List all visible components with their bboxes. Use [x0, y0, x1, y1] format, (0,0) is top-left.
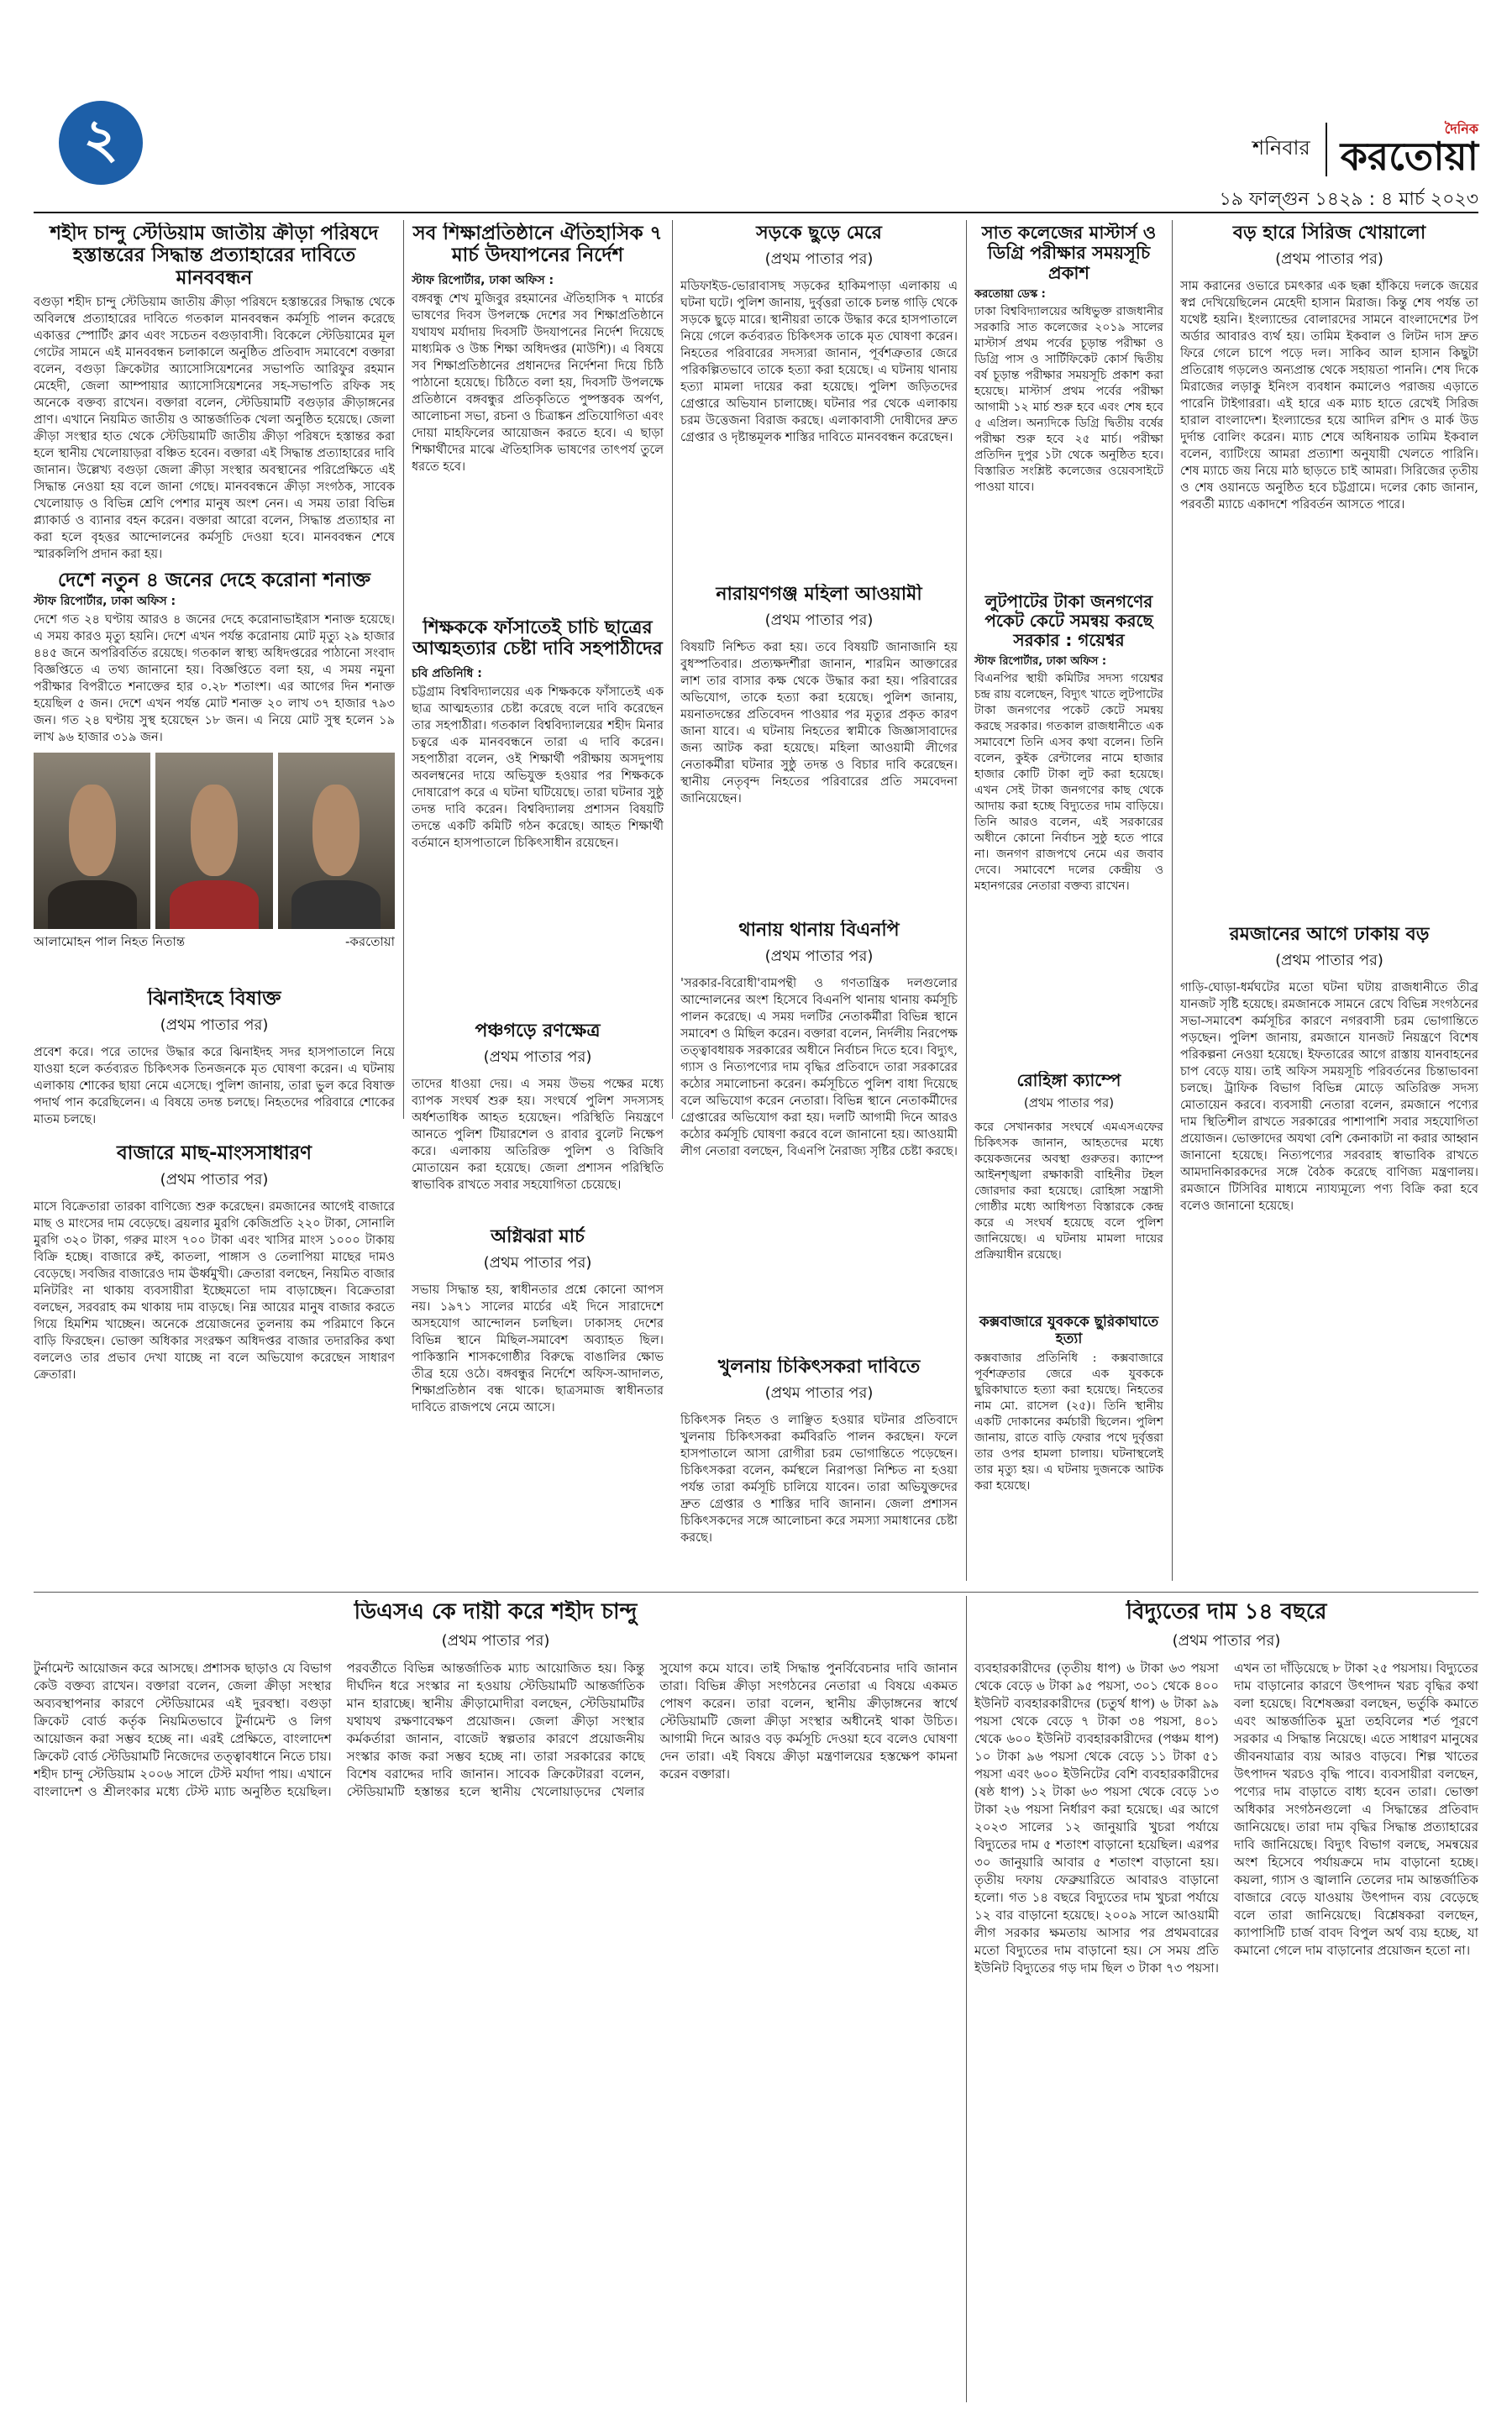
victim-photo	[278, 753, 395, 929]
article-kicker: (প্রথম পাতার পর)	[483, 1048, 592, 1067]
article-byline: স্টাফ রিপোর্টার, ঢাকা অফিস :	[974, 655, 1107, 668]
article-corona	[34, 569, 395, 981]
article-jhenaidah	[34, 988, 395, 1135]
section-divider	[34, 1592, 1478, 1593]
article-agniban	[412, 1226, 664, 1583]
article-body: 'সরকার-বিরোধী'বামপন্থী ও গণতান্ত্রিক দলগুলোর আন্দোলনের অংশ হিসেবে বিএনপি থানায় থানায় কর্মসূচি পালন করেছে। এ সময় দলটির নেতাকর্মীরা বিভিন্ন স্থানে সমাবেশ ও মিছিল করেন। বক্তারা বলেন, নির্দলীয় নিরপেক্ষ তত্ত্বাবধায়ক সরকারের অধীনে নির্বাচন দিতে হবে। বিদ্যুৎ, গ্যাস ও নিত্যপণ্যের দাম বৃদ্ধির প্রতিবাদে তারা সরকারের কঠোর সমালোচনা করেন। কর্মসূচিতে পুলিশ বাধা দিয়েছে বলে অভিযোগ করেন নেতারা। বিভিন্ন স্থানে নেতাকর্মীদের গ্রেপ্তারের অভিযোগ করা হয়। দলটি আগামী দিনে আরও কঠোর কর্মসূচি ঘোষণা করবে বলে জানানো হয়। আওয়ামী লীগ নেতারা বলছেন, বিএনপি নৈরাজ্য সৃষ্টির চেষ্টা করছে।	[680, 977, 958, 1159]
article-headline: রমজানের আগে ঢাকায় বড়	[1229, 924, 1430, 945]
victim-photo	[34, 753, 150, 929]
article-stadium	[34, 223, 395, 563]
article-kicker: (প্রথম পাতার পর)	[1275, 250, 1383, 269]
masthead-right	[1252, 118, 1478, 181]
article-body: সাম করানের ওভারে চমৎকার এক ছক্কা হাঁকিয়ে দলকে জয়ের স্বপ্ন দেখিয়েছিলেন মেহেদী হাসান মিরাজ। কিন্তু শেষ পর্যন্ত তা যথেষ্ট হয়নি। ইংল্যান্ডের বোলারদের সামনে বাংলাদেশের টপ অর্ডার আবারও ব্যর্থ হয়। তামিম ইকবাল ও লিটন দাস দ্রুত ফিরে গেলে চাপে পড়ে দল। সাকিব আল হাসান কিছুটা প্রতিরোধ গড়লেও অন্যপ্রান্ত থেকে সহায়তা পাননি। শেষ দিকে মিরাজের লড়াকু ইনিংস ব্যবধান কমালেও পরাজয় এড়াতে পারেনি টাইগাররা। এই হারে এক ম্যাচ হাতে রেখেই সিরিজ হারাল বাংলাদেশ। ইংল্যান্ডের হয়ে আদিল রশিদ ও মার্ক উড দুর্দান্ত বোলিং করেন। ম্যাচ শেষে অধিনায়ক তামিম ইকবাল বলেন, ব্যাটিংয়ে আমরা প্রত্যাশা অনুযায়ী খেলতে পারিনি। শেষ ম্যাচে জয় নিয়ে মাঠ ছাড়তে চাই আমরা। সিরিজের তৃতীয় ও শেষ ওয়ানডে অনুষ্ঠিত হবে চট্টগ্রামে। দলের কোচ জানান, পরবর্তী ম্যাচে একাদশে পরিবর্তন আসতে পারে।	[1180, 280, 1478, 512]
article-kicker: (প্রথম পাতার পর)	[764, 250, 874, 269]
article-headline: অগ্নিঝরা মার্চ	[491, 1226, 585, 1247]
article-headline: থানায় থানায় বিএনপি	[738, 920, 900, 941]
article-body: বিএনপির স্থায়ী কমিটির সদস্য গয়েশ্বর চন্দ্র রায় বলেছেন, বিদ্যুৎ খাতে লুটপাটের টাকা জনগণের পকেট কেটে সমন্বয় করছে সরকার। গতকাল রাজধানীতে এক সমাবেশে তিনি এসব কথা বলেন। তিনি বলেন, কুইক রেন্টালের নামে হাজার হাজার কোটি টাকা লুট করা হয়েছে। এখন সেই টাকা জনগণের কাছ থেকে আদায় করা হচ্ছে বিদ্যুতের দাম বাড়িয়ে। তিনি আরও বলেন, এই সরকারের অধীনে কোনো নির্বাচন সুষ্ঠু হতে পারে না। জনগণ রাজপথে নেমে এর জবাব দেবে। সমাবেশে দলের কেন্দ্রীয় ও মহানগরের নেতারা বক্তব্য রাখেন।	[974, 672, 1163, 893]
victim-photo	[155, 753, 272, 929]
issue-date: ১৯ ফাল্গুন ১৪২৯ : ৪ মার্চ ২০২৩	[1219, 189, 1478, 210]
article-education	[412, 223, 664, 609]
article-headline: সাত কলেজের মাস্টার্স ও ডিগ্রি পরীক্ষার সময়সূচি প্রকাশ	[981, 223, 1157, 284]
column-divider	[1172, 220, 1173, 1581]
victim-photos	[34, 753, 395, 929]
article-headline: পঞ্চগড়ে রণক্ষেত্র	[475, 1021, 601, 1042]
article-headline: লুটপাটের টাকা জনগণের পকেট কেটে সমন্বয় করছে সরকার : গয়েশ্বর	[984, 592, 1153, 650]
article-masters	[974, 223, 1163, 584]
article-headline: শিক্ষককে ফাঁসাতেই চাচি ছাত্রের আত্মহত্যার চেষ্টা দাবি সহপাঠীদের	[412, 617, 663, 660]
article-kicker: (প্রথম পাতার পর)	[1172, 1631, 1281, 1650]
article-headline: সড়কে ছুড়ে মেরে	[756, 223, 882, 244]
masthead	[34, 101, 1478, 210]
column-divider	[403, 220, 404, 1119]
article-dsa	[34, 1600, 958, 2402]
article-khulna	[680, 1357, 958, 1583]
article-series	[1180, 223, 1478, 916]
article-kicker: (প্রথম পাতার পর)	[160, 1016, 269, 1035]
article-body: টুর্নামেন্ট আয়োজন করে আসছে। প্রশাসক ছাড়াও যে বিভাগ কেউ বক্তব্য রাখেন। বক্তারা বলেন, জেলা ক্রীড়া সংস্থার অব্যবস্থাপনার কারণে স্টেডিয়ামের এই দুরবস্থা। বগুড়া ক্রিকেট বোর্ড কর্তৃক নিয়মিতভাবে টুর্নামেন্ট ও লিগ আয়োজন করা সম্ভব হচ্ছে না। এরই প্রেক্ষিতে, বাংলাদেশ ক্রিকেট বোর্ড স্টেডিয়ামটি নিজেদের তত্ত্বাবধানে নিতে চায়। শহীদ চান্দু স্টেডিয়াম ২০০৬ সালে টেস্ট মর্যাদা পায়। এখানে বাংলাদেশ ও শ্রীলংকার মধ্যে টেস্ট ম্যাচ অনুষ্ঠিত হয়েছিল। পরবর্তীতে বিভিন্ন আন্তর্জাতিক ম্যাচ আয়োজিত হয়। কিন্তু দীর্ঘদিন ধরে সংস্কার না হওয়ায় স্টেডিয়ামটি আন্তর্জাতিক মান হারাচ্ছে। স্থানীয় ক্রীড়ামোদীরা বলছেন, স্টেডিয়ামটির যথাযথ রক্ষণাবেক্ষণ প্রয়োজন। জেলা ক্রীড়া সংস্থার কর্মকর্তারা জানান, বাজেট স্বল্পতার কারণে প্রয়োজনীয় সংস্কার কাজ করা সম্ভব হচ্ছে না। তারা সরকারের কাছে বিশেষ বরাদ্দের দাবি জানান। সাবেক ক্রিকেটাররা বলেন, স্টেডিয়ামটি হস্তান্তর হলে স্থানীয় খেলোয়াড়দের খেলার সুযোগ কমে যাবে। তাই সিদ্ধান্ত পুনর্বিবেচনার দাবি জানান তারা। বিভিন্ন ক্রীড়া সংগঠনের নেতারা এ বিষয়ে একমত পোষণ করেন। তারা বলেন, স্থানীয় ক্রীড়াঙ্গনের স্বার্থে স্টেডিয়ামটি জেলা ক্রীড়া সংস্থার অধীনেই থাকা উচিত। আগামী দিনে আরও বড় কর্মসূচি দেওয়া হবে বলেও ঘোষণা দেন তারা। এই বিষয়ে ক্রীড়া মন্ত্রণালয়ের হস্তক্ষেপ কামনা করেন বক্তারা।	[34, 1660, 958, 1799]
article-body: প্রবেশ করে। পরে তাদের উদ্ধার করে ঝিনাইদহ সদর হাসপাতালে নিয়ে যাওয়া হলে কর্তব্যরত চিকিৎসক তিনজনকে মৃত ঘোষণা করেন। এ ঘটনায় এলাকায় শোকের ছায়া নেমে এসেছে। পুলিশ জানায়, তারা ভুল করে বিষাক্ত পদার্থ পান করেছিলেন। এ বিষয়ে তদন্ত চলছে। নিহতদের পরিবারে শোকের মাতম চলছে।	[34, 1046, 395, 1127]
article-body: ব্যবহারকারীদের (তৃতীয় ধাপ) ৬ টাকা ৬৩ পয়সা থেকে বেড়ে ৬ টাকা ৯৫ পয়সা, ৩০১ থেকে ৪০০ ইউনিট ব্যবহারকারীদের (চতুর্থ ধাপ) ৬ টাকা ৯৯ পয়সা থেকে বেড়ে ৭ টাকা ৩৪ পয়সা, ৪০১ থেকে ৬০০ ইউনিট ব্যবহারকারীদের (পঞ্চম ধাপ) ১০ টাকা ৯৬ পয়সা থেকে বেড়ে ১১ টাকা ৫১ পয়সা এবং ৬০০ ইউনিটের বেশি ব্যবহারকারীদের (ষষ্ঠ ধাপ) ১২ টাকা ৬৩ পয়সা থেকে বেড়ে ১৩ টাকা ২৬ পয়সা নির্ধারণ করা হয়েছে। এর আগে ২০২৩ সালের ১২ জানুয়ারি খুচরা পর্যায়ে বিদ্যুতের দাম ৫ শতাংশ বাড়ানো হয়েছিল। এরপর ৩০ জানুয়ারি আবার ৫ শতাংশ বাড়ানো হয়। তৃতীয় দফায় ফেব্রুয়ারিতে আবারও বাড়ানো হলো। গত ১৪ বছরে বিদ্যুতের দাম খুচরা পর্যায়ে ১২ বার বাড়ানো হয়েছে। ২০০৯ সালে আওয়ামী লীগ সরকার ক্ষমতায় আসার পর প্রথমবারের মতো বিদ্যুতের দাম বাড়ানো হয়। সে সময় প্রতি ইউনিট বিদ্যুতের গড় দাম ছিল ৩ টাকা ৭৩ পয়সা। এখন তা দাঁড়িয়েছে ৮ টাকা ২৫ পয়সায়। বিদ্যুতের দাম বাড়ানোর কারণে উৎপাদন খরচ বৃদ্ধির কথা বলা হয়েছে। বিশেষজ্ঞরা বলছেন, ভর্তুকি কমাতে এবং আন্তর্জাতিক মুদ্রা তহবিলের শর্ত পূরণে সরকার এ সিদ্ধান্ত নিয়েছে। এতে সাধারণ মানুষের জীবনযাত্রার ব্যয় আরও বাড়বে। শিল্প খাতের উৎপাদন খরচও বৃদ্ধি পাবে। ব্যবসায়ীরা বলছেন, পণ্যের দাম বাড়াতে বাধ্য হবেন তারা। ভোক্তা অধিকার সংগঠনগুলো এ সিদ্ধান্তের প্রতিবাদ জানিয়েছে। তারা দাম বৃদ্ধির সিদ্ধান্ত প্রত্যাহারের দাবি জানিয়েছে। বিদ্যুৎ বিভাগ বলছে, সমন্বয়ের অংশ হিসেবে পর্যায়ক্রমে দাম বাড়ানো হচ্ছে। কয়লা, গ্যাস ও জ্বালানি তেলের দাম আন্তর্জাতিক বাজারে বেড়ে যাওয়ায় উৎপাদন ব্যয় বেড়েছে বলে তারা জানিয়েছে। বিশ্লেষকরা বলছেন, ক্যাপাসিটি চার্জ বাবদ বিপুল অর্থ ব্যয় হচ্ছে, যা কমানো গেলে দাম বাড়ানোর প্রয়োজন হতো না।	[974, 1660, 1478, 1976]
article-panchagarh	[412, 1021, 664, 1218]
article-road	[680, 223, 958, 575]
photo-caption-row	[34, 932, 395, 953]
article-kicker: (প্রথম পাতার পর)	[441, 1631, 550, 1650]
article-body: তাদের ধাওয়া দেয়। এ সময় উভয় পক্ষের মধ্যে ব্যাপক সংঘর্ষ শুরু হয়। সংঘর্ষে পুলিশ সদস্যসহ অর্ধশতাধিক আহত হয়েছেন। পরিস্থিতি নিয়ন্ত্রণে আনতে পুলিশ টিয়ারশেল ও রাবার বুলেট নিক্ষেপ করে। এলাকায় অতিরিক্ত পুলিশ ও বিজিবি মোতায়েন করা হয়েছে। জেলা প্রশাসন পরিস্থিতি স্বাভাবিক রাখতে সবার সহযোগিতা চেয়েছে।	[412, 1078, 664, 1193]
article-body: চিকিৎসক নিহত ও লাঞ্ছিত হওয়ার ঘটনার প্রতিবাদে খুলনায় চিকিৎসকরা কর্মবিরতি পালন করছেন। ফলে হাসপাতালে আসা রোগীরা চরম ভোগান্তিতে পড়েছেন। চিকিৎসকরা বলেন, কর্মস্থলে নিরাপত্তা নিশ্চিত না হওয়া পর্যন্ত তারা কর্মসূচি চালিয়ে যাবেন। তারা অভিযুক্তদের দ্রুত গ্রেপ্তার ও শাস্তির দাবি জানান। জেলা প্রশাসন চিকিৎসকদের সঙ্গে আলোচনা করে সমস্যা সমাধানের চেষ্টা করছে।	[680, 1414, 958, 1546]
article-rohingya	[974, 1071, 1163, 1306]
article-electric-loot	[974, 592, 1163, 1063]
brand-logo	[1326, 120, 1478, 179]
article-body: বঙ্গবন্ধু শেখ মুজিবুর রহমানের ঐতিহাসিক ৭ মার্চের ভাষণের দিবস উপলক্ষে দেশের সব শিক্ষাপ্রতিষ্ঠানে যথাযথ মর্যাদায় দিবসটি উদযাপনের নির্দেশ দিয়েছে মাধ্যমিক ও উচ্চ শিক্ষা অধিদপ্তর (মাউশি)। এ বিষয়ে সব শিক্ষাপ্রতিষ্ঠানের প্রধানদের নির্দেশনা দিয়ে চিঠি পাঠানো হয়েছে। চিঠিতে বলা হয়, দিবসটি উপলক্ষে প্রতিষ্ঠানে বঙ্গবন্ধুর প্রতিকৃতিতে পুষ্পস্তবক অর্পণ, আলোচনা সভা, রচনা ও চিত্রাঙ্কন প্রতিযোগিতা এবং দোয়া মাহফিলের আয়োজন করতে হবে। এ ছাড়া শিক্ষার্থীদের মাঝে ঐতিহাসিক ভাষণের তাৎপর্য তুলে ধরতে হবে।	[412, 291, 664, 474]
article-headline: সব শিক্ষাপ্রতিষ্ঠানে ঐতিহাসিক ৭ মার্চ উদযাপনের নির্দেশ	[412, 223, 663, 267]
article-thana	[680, 920, 958, 1348]
article-headline: ডিএসএ কে দায়ী করে শহীদ চান্দু	[354, 1600, 638, 1624]
article-body: করে সেখানকার সংঘর্ষে এমএসএফের চিকিৎসক জানান, আহতদের মধ্যে কয়েকজনের অবস্থা গুরুতর। ক্যাম্পে আইনশৃঙ্খলা রক্ষাকারী বাহিনীর টহল জোরদার করা হয়েছে। রোহিঙ্গা সন্ত্রাসী গোষ্ঠীর মধ্যে আধিপত্য বিস্তারকে কেন্দ্র করে এ সংঘর্ষ হয়েছে বলে পুলিশ জানিয়েছে। এ ঘটনায় মামলা দায়ের প্রক্রিয়াধীন রয়েছে।	[974, 1121, 1163, 1262]
article-headline: দেশে নতুন ৪ জনের দেহে করোনা শনাক্ত	[57, 569, 371, 591]
article-ramadan	[1180, 924, 1478, 1583]
article-headline: বড় হারে সিরিজ খোয়ালো	[1232, 223, 1426, 244]
article-headline: কক্সবাজারে যুবককে ছুরিকাঘাতে হত্যা	[979, 1315, 1159, 1347]
article-body: গাড়ি-ঘোড়া-ধর্মঘটের মতো ঘটনা ঘটায় রাজধানীতে তীব্র যানজট সৃষ্টি হয়েছে। রমজানকে সামনে রেখে বিভিন্ন সংগঠনের সভা-সমাবেশ কর্মসূচির কারণে নগরবাসী চরম ভোগান্তিতে পড়ছেন। পুলিশ জানায়, রমজানে যানজট নিয়ন্ত্রণে বিশেষ পরিকল্পনা নেওয়া হয়েছে। ইফতারের আগে রাস্তায় যানবাহনের চাপ বেড়ে যায়। তাই অফিস সময়সূচি পরিবর্তনের চিন্তাভাবনা চলছে। ট্রাফিক বিভাগ বিভিন্ন মোড়ে অতিরিক্ত সদস্য মোতায়েন করবে। ব্যবসায়ী নেতারা বলেন, রমজানে পণ্যের দাম স্থিতিশীল রাখতে সরকারের পাশাপাশি সবার সহযোগিতা প্রয়োজন। ভোক্তাদের অযথা বেশি কেনাকাটা না করার আহ্বান জানানো হয়েছে। নিত্যপণ্যের সরবরাহ স্বাভাবিক রাখতে আমদানিকারকদের সঙ্গে বৈঠক করেছে বাণিজ্য মন্ত্রণালয়। রমজানে টিসিবির মাধ্যমে ন্যায্যমূল্যে পণ্য বিক্রি করা হবে বলেও জানানো হয়েছে।	[1180, 981, 1478, 1214]
article-electricity	[974, 1600, 1478, 2402]
article-body: দেশে গত ২৪ ঘণ্টায় আরও ৪ জনের দেহে করোনাভাইরাস শনাক্ত হয়েছে। এ সময় কারও মৃত্যু হয়নি। দেশে এখন পর্যন্ত করোনায় মোট মৃত্যু ২৯ হাজার ৪৪৫ জনে অপরিবর্তিত রয়েছে। গতকাল স্বাস্থ্য অধিদপ্তরের পাঠানো সংবাদ বিজ্ঞপ্তিতে এ তথ্য জানানো হয়। বিজ্ঞপ্তিতে বলা হয়, এ সময় নমুনা পরীক্ষার বিপরীতে শনাক্তের হার ০.২৮ শতাংশ। এর আগের দিন শনাক্ত হয়েছিল ৫ জন। দেশে এখন পর্যন্ত মোট শনাক্ত ২০ লাখ ৩৭ হাজার ৭৯৩ জন। গত ২৪ ঘণ্টায় সুস্থ হয়েছেন ১৮ জন। এ নিয়ে মোট সুস্থ হলেন ১৯ লাখ ৯৬ হাজার ৩১৯ জন।	[34, 613, 395, 745]
article-headline: খুলনায় চিকিৎসকরা দাবিতে	[717, 1357, 921, 1378]
article-body: মাসে বিক্রেতারা তারকা বাণিজ্যে শুরু করেছেন। রমজানের আগেই বাজারে মাছ ও মাংসের দাম বেড়েছে। ব্রয়লার মুরগি কেজিপ্রতি ২২০ টাকা, সোনালি মুরগি ৩২০ টাকা, গরুর মাংস ৭০০ টাকা এবং খাসির মাংস ১০০০ টাকায় বিক্রি হচ্ছে। বাজারে রুই, কাতলা, পাঙ্গাস ও তেলাপিয়া মাছের দামও বেড়েছে। সবজির বাজারেও দাম ঊর্ধ্বমুখী। ক্রেতারা বলছেন, নিয়মিত বাজার মনিটরিং না থাকায় ব্যবসায়ীরা ইচ্ছেমতো দাম বাড়াচ্ছেন। বিক্রেতারা বলছেন, সরবরাহ কম থাকায় দাম বাড়ছে। নিম্ন আয়ের মানুষ বাজার করতে গিয়ে হিমশিম খাচ্ছেন। অনেকে প্রয়োজনের তুলনায় কম পরিমাণে কিনে বাড়ি ফিরছেন। ভোক্তা অধিকার সংরক্ষণ অধিদপ্তর বাজার তদারকির কথা বললেও তার প্রভাব দেখা যাচ্ছে না বলে অভিযোগ করেছেন সাধারণ ক্রেতারা।	[34, 1200, 395, 1383]
article-kicker: (প্রথম পাতার পর)	[1023, 1095, 1115, 1110]
article-headline: ঝিনাইদহে বিষাক্ত	[147, 988, 281, 1010]
article-headline: বিদ্যুতের দাম ১৪ বছরে	[1126, 1600, 1327, 1624]
article-body: চট্টগ্রাম বিশ্ববিদ্যালয়ের এক শিক্ষককে ফাঁসাতেই এক ছাত্র আত্মহত্যার চেষ্টা করেছে বলে দাবি করেছেন তার সহপাঠীরা। গতকাল বিশ্ববিদ্যালয়ের শহীদ মিনার চত্বরে এক মানববন্ধনে তারা এ দাবি করেন। সহপাঠীরা বলেন, ওই শিক্ষার্থী পরীক্ষায় অসদুপায় অবলম্বনের দায়ে অভিযুক্ত হওয়ার পর শিক্ষককে দোষারোপ করে এ ঘটনা ঘটিয়েছে। তারা ঘটনার সুষ্ঠু তদন্ত দাবি করেন। বিশ্ববিদ্যালয় প্রশাসন বিষয়টি তদন্তে একটি কমিটি গঠন করেছে। আহত শিক্ষার্থী বর্তমানে হাসপাতালে চিকিৎসাধীন রয়েছেন।	[412, 685, 664, 850]
article-body: সভায় সিদ্ধান্ত হয়, স্বাধীনতার প্রশ্নে কোনো আপস নয়। ১৯৭১ সালের মার্চের এই দিনে সারাদেশে অসহযোগ আন্দোলন চলছিল। ঢাকাসহ দেশের বিভিন্ন স্থানে মিছিল-সমাবেশ অব্যাহত ছিল। পাকিস্তানি শাসকগোষ্ঠীর বিরুদ্ধে বাঙালির ক্ষোভ তীব্র হয়ে ওঠে। বঙ্গবন্ধুর নির্দেশে অফিস-আদালত, শিক্ষাপ্রতিষ্ঠান বন্ধ থাকে। ছাত্রসমাজ স্বাধীনতার দাবিতে রাজপথে নেমে আসে।	[412, 1283, 664, 1415]
article-headline: শহীদ চান্দু স্টেডিয়াম জাতীয় ক্রীড়া পরিষদে হস্তান্তরের সিদ্ধান্ত প্রত্যাহারের দাবিতে মানববন্ধন	[50, 223, 379, 289]
article-kicker: (প্রথম পাতার পর)	[764, 947, 874, 966]
article-coxsbazar	[974, 1315, 1163, 1583]
page-number-badge: ২	[59, 101, 143, 185]
masthead-rule	[34, 212, 1478, 213]
article-body: ঢাকা বিশ্ববিদ্যালয়ের অধিভুক্ত রাজধানীর সরকারি সাত কলেজের ২০১৯ সালের মাস্টার্স প্রথম পর্বের চূড়ান্ত পরীক্ষা ও ডিগ্রি পাস ও সার্টিফিকেট কোর্স দ্বিতীয় বর্ষ চূড়ান্ত পরীক্ষার সময়সূচি প্রকাশ করা হয়েছে। মাস্টার্স প্রথম পর্বের পরীক্ষা আগামী ১২ মার্চ শুরু হবে এবং শেষ হবে ৫ এপ্রিল। অন্যদিকে ডিগ্রি দ্বিতীয় বর্ষের পরীক্ষা শুরু হবে ২৫ মার্চ। পরীক্ষা প্রতিদিন দুপুর ১টা থেকে অনুষ্ঠিত হবে। বিস্তারিত সংশ্লিষ্ট কলেজের ওয়েবসাইটে পাওয়া যাবে।	[974, 305, 1163, 495]
photo-caption: আলামোহন পাল নিহত নিতান্ত	[34, 934, 186, 950]
article-headline: নারায়ণগঞ্জ মহিলা আওয়ামী	[716, 584, 922, 605]
article-body: কক্সবাজার প্রতিনিধি : কক্সবাজারে পূর্বশত্রুতার জেরে এক যুবককে ছুরিকাঘাতে হত্যা করা হয়েছে। নিহতের নাম মো. রাসেল (২৫)। তিনি স্থানীয় একটি দোকানের কর্মচারী ছিলেন। পুলিশ জানায়, রাতে বাড়ি ফেরার পথে দুর্বৃত্তরা তার ওপর হামলা চালায়। ঘটনাস্থলেই তার মৃত্যু হয়। এ ঘটনায় দুজনকে আটক করা হয়েছে।	[974, 1351, 1163, 1493]
brand-name: করতোয়া	[1340, 133, 1478, 179]
day-label: শনিবার	[1252, 135, 1310, 160]
article-body: বগুড়া শহীদ চান্দু স্টেডিয়াম জাতীয় ক্রীড়া পরিষদে হস্তান্তরের সিদ্ধান্ত থেকে অবিলম্বে প্রত্যাহারের দাবিতে গতকাল মানববন্ধন কর্মসূচি পালন করেছে একাত্তর স্পোর্টিং ক্লাব এবং সচেতন বগুড়াবাসী। বিকেলে স্টেডিয়ামের মূল গেটের সামনে এই মানববন্ধন চলাকালে অনুষ্ঠিত প্রতিবাদ সমাবেশে বক্তারা বলেন, বগুড়া ক্রিকেটার অ্যাসোসিয়েশনের সভাপতি আরিফুর রহমান মেহেদী, জেলা আম্পায়ার অ্যাসোসিয়েশনের সহ-সভাপতি রফিক সহ অনেকে বক্তব্য রাখেন। বক্তারা বলেন, স্টেডিয়ামটি বগুড়ার ক্রীড়াঙ্গনের প্রাণ। এখানে নিয়মিত জাতীয় ও আন্তর্জাতিক খেলা অনুষ্ঠিত হয়েছে। জেলা ক্রীড়া সংস্থার হাত থেকে স্টেডিয়ামটি জাতীয় ক্রীড়া পরিষদে হস্তান্তর করা হলে স্থানীয় খেলোয়াড়রা বঞ্চিত হবেন। বক্তারা এই সিদ্ধান্ত প্রত্যাহারের দাবি জানান। উল্লেখ্য বগুড়া জেলা ক্রীড়া সংস্থার অবস্থানের পরিপ্রেক্ষিতে এই সিদ্ধান্ত নেওয়া হয় বলে জানা গেছে। মানববন্ধনে ক্রীড়া সংগঠক, সাবেক খেলোয়াড় ও বিভিন্ন শ্রেণি পেশার মানুষ অংশ নেন। এ সময় তারা বিভিন্ন প্ল্যাকার্ড ও ব্যানার বহন করেন। বক্তারা আরো বলেন, সিদ্ধান্ত প্রত্যাহার না করা হলে বৃহত্তর আন্দোলনের কর্মসূচি দেওয়া হবে। মানববন্ধন শেষে স্মারকলিপি প্রদান করা হয়।	[34, 296, 395, 562]
column-divider	[672, 220, 673, 1119]
article-narayanganj	[680, 584, 958, 911]
article-byline: চবি প্রতিনিধি :	[412, 666, 482, 680]
article-byline: স্টাফ রিপোর্টার, ঢাকা অফিস :	[412, 273, 554, 287]
article-headline: বাজারে মাছ-মাংসসাধারণ	[116, 1142, 312, 1164]
article-kicker: (প্রথম পাতার পর)	[764, 611, 874, 630]
article-kicker: (প্রথম পাতার পর)	[160, 1171, 269, 1189]
photo-credit: -করতোয়া	[345, 934, 395, 950]
article-teacher	[412, 617, 664, 1012]
article-headline: রোহিঙ্গা ক্যাম্পে	[1016, 1071, 1121, 1090]
article-byline: করতোয়া ডেস্ক :	[974, 288, 1046, 302]
article-kicker: (প্রথম পাতার পর)	[764, 1384, 874, 1403]
article-kicker: (প্রথম পাতার পর)	[483, 1254, 592, 1273]
column-divider	[966, 1596, 967, 2402]
article-body: বিষয়টি নিশ্চিত করা হয়। তবে বিষয়টি জানাজানি হয় বুধস্পতিবার। প্রত্যক্ষদর্শীরা জানান, শারমিন আক্তারের লাশ তার বাসার কক্ষ থেকে উদ্ধার করা হয়। পরিবারের অভিযোগ, তাকে হত্যা করা হয়েছে। পুলিশ জানায়, ময়নাতদন্তের প্রতিবেদন পাওয়ার পর মৃত্যুর প্রকৃত কারণ জানা যাবে। এ ঘটনায় নিহতের স্বামীকে জিজ্ঞাসাবাদের জন্য আটক করা হয়েছে। মহিলা আওয়ামী লীগের নেতাকর্মীরা ঘটনার সুষ্ঠু তদন্ত ও বিচার দাবি করেছেন। স্থানীয় নেতৃবৃন্দ নিহতের পরিবারের প্রতি সমবেদনা জানিয়েছেন।	[680, 641, 958, 806]
brand-small-label: দৈনিক	[1444, 120, 1478, 137]
column-divider	[966, 220, 967, 1581]
article-kicker: (প্রথম পাতার পর)	[1275, 952, 1383, 970]
article-body: মডিফাইড-ভোরাবাসছ সড়কের হাকিমপাড়া এলাকায় এ ঘটনা ঘটে। পুলিশ জানায়, দুর্বৃত্তরা তাকে চলন্ত গাড়ি থেকে সড়কে ছুড়ে মারে। স্থানীয়রা তাকে উদ্ধার করে হাসপাতালে নিয়ে গেলে কর্তব্যরত চিকিৎসক তাকে মৃত ঘোষণা করেন। নিহতের পরিবারের সদস্যরা জানান, পূর্বশত্রুতার জেরে পরিকল্পিতভাবে তাকে হত্যা করা হয়েছে। এ ঘটনায় থানায় হত্যা মামলা দায়ের করা হয়েছে। পুলিশ জড়িতদের গ্রেপ্তারে অভিযান চালাচ্ছে। ঘটনার পর থেকে এলাকায় চরম উত্তেজনা বিরাজ করছে। এলাকাবাসী দোষীদের দ্রুত গ্রেপ্তার ও দৃষ্টান্তমূলক শাস্তির দাবিতে মানববন্ধন করেছেন।	[680, 280, 958, 445]
article-bazar	[34, 1142, 395, 1583]
article-byline: স্টাফ রিপোর্টার, ঢাকা অফিস :	[34, 595, 176, 609]
